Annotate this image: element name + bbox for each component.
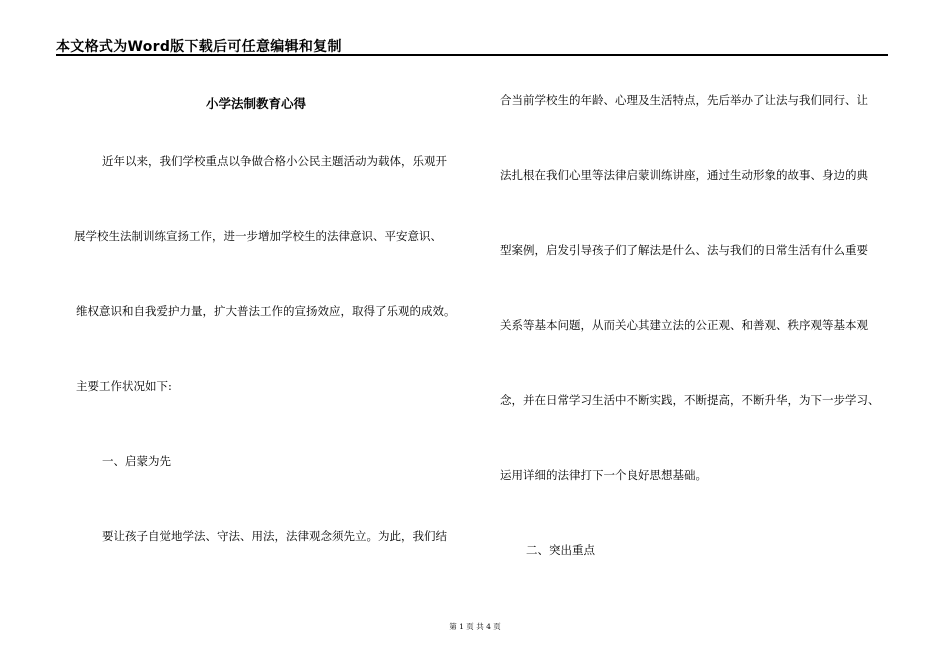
- paragraph-line: 主要工作状况如下:: [76, 379, 172, 393]
- paragraph-line: 型案例，启发引导孩子们了解法是什么、法与我们的日常生活有什么重要: [500, 243, 868, 257]
- paragraph-line: 近年以来，我们学校重点以争做合格小公民主题活动为载体，乐观开: [102, 154, 447, 168]
- page-header: 本文格式为Word版下载后可任意编辑和复制: [56, 39, 342, 55]
- left-column: [56, 0, 476, 672]
- paragraph-line: 关系等基本问题，从而关心其建立法的公正观、和善观、秩序观等基本观: [500, 318, 868, 332]
- page-number: 第 1 页 共 4 页: [449, 622, 501, 631]
- section-heading: 二、突出重点: [526, 543, 595, 557]
- paragraph-line: 念，并在日常学习生活中不断实践，不断提高，不断升华，为下一步学习、: [500, 393, 880, 407]
- paragraph-line: 要让孩子自觉地学法、守法、用法，法律观念须先立。为此，我们结: [102, 529, 447, 543]
- section-heading: 一、启蒙为先: [102, 454, 171, 468]
- paragraph-line: 合当前学校生的年龄、心理及生活特点，先后举办了让法与我们同行、让: [500, 93, 868, 107]
- document-title: 小学法制教育心得: [206, 96, 307, 111]
- paragraph-line: 展学校生法制训练宣扬工作，进一步增加学校生的法律意识、平安意识、: [74, 229, 442, 243]
- right-column: [500, 0, 900, 672]
- paragraph-line: 维权意识和自我爱护力量，扩大普法工作的宣扬效应，取得了乐观的成效。: [76, 304, 456, 318]
- paragraph-line: 运用详细的法律打下一个良好思想基础。: [500, 468, 707, 482]
- paragraph-line: 法扎根在我们心里等法律启蒙训练讲座，通过生动形象的故事、身边的典: [500, 168, 868, 182]
